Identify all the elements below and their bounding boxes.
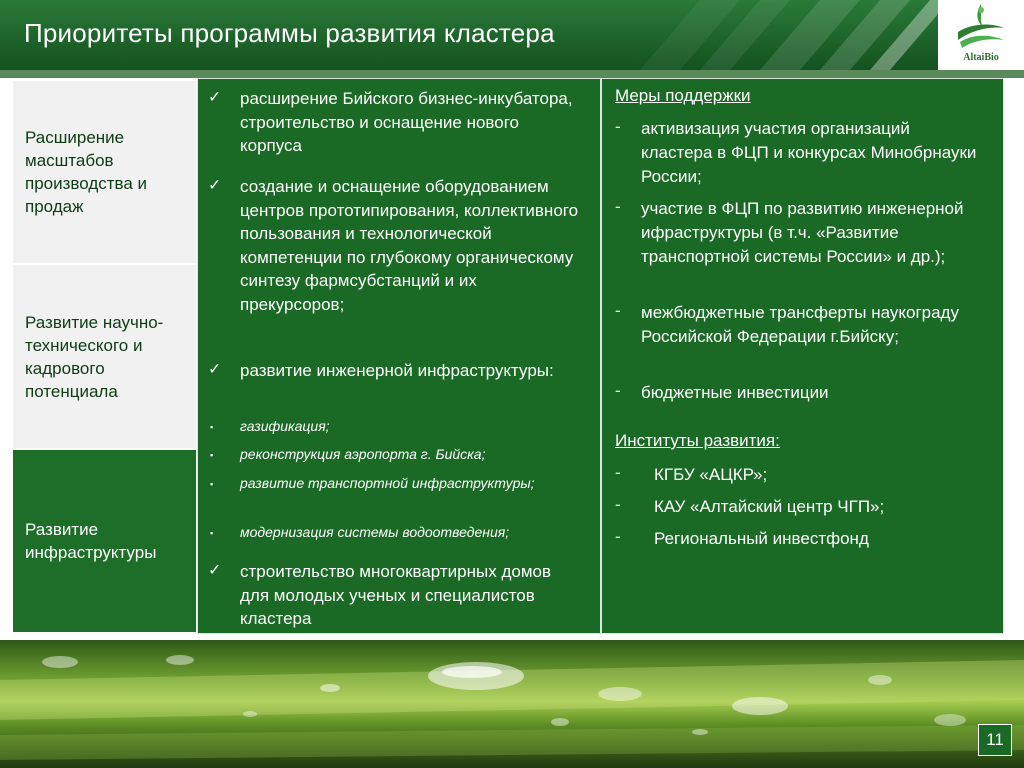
priority-area-label: Развитие научно-технического и кадрового потенциала (25, 312, 164, 401)
measure-text: расширение Бийского бизнес-инкубатора, строительство и оснащение нового корпуса (240, 89, 573, 155)
altaibio-logo (938, 0, 1024, 70)
support-measures-heading: Меры поддержки (615, 86, 751, 105)
header-divider-band (0, 70, 1024, 78)
grass-dew-banner-image (0, 640, 1024, 768)
dew-drops-decoration (0, 640, 1024, 768)
dash-bullet: - (615, 381, 621, 400)
support-item-text: межбюджетные трансферты наукограду Российской Федерации г.Бийску; (641, 303, 959, 346)
sub-measure-text: газификация; (240, 418, 330, 434)
support-item-text: участие в ФЦП по развитию инженерной ифраструктуры (в т.ч. «Развитие транспортной системы России» и др.); (641, 199, 964, 266)
priority-area-cell (13, 81, 196, 263)
measure-text: создание и оснащение оборудованием центров прототипирования, коллективного пользования и технологической компетенции по глубокому органическому синтезу фармсубстанций и их прекурсоров; (240, 177, 579, 314)
dash-bullet: - (615, 527, 621, 546)
square-bullet-icon: ▪ (210, 422, 214, 432)
checkmark-icon: ✓ (208, 562, 222, 579)
square-bullet-icon: ▪ (210, 528, 214, 538)
checkmark-icon: ✓ (208, 177, 222, 194)
checkmark-icon: ✓ (208, 361, 222, 378)
logo-wordmark: AltaiBio (963, 52, 999, 63)
priority-area-label: Развитие инфраструктуры (25, 520, 157, 562)
checkmark-icon: ✓ (208, 89, 222, 106)
page-number: 11 (978, 724, 1012, 756)
sub-measure-text: развитие транспортной инфраструктуры; (240, 475, 535, 491)
institute-item-text: КГБУ «АЦКР»; (654, 465, 768, 484)
measures-column (197, 78, 601, 634)
support-item-text: активизация участия организаций кластера в ФЦП и конкурсах Минобрнауки России; (641, 119, 977, 186)
square-bullet-icon: ▪ (210, 479, 214, 489)
leaf-logo-icon (946, 2, 1016, 52)
dash-bullet: - (615, 463, 621, 482)
institute-item-text: КАУ «Алтайский центр ЧГП»; (654, 497, 885, 516)
square-bullet-icon: ▪ (210, 450, 214, 460)
sub-measure-text: реконструкция аэропорта г. Бийска; (240, 446, 486, 462)
development-institutes-heading: Институты развития: (615, 431, 780, 450)
priority-area-label: Расширение масштабов производства и продаж (25, 128, 148, 216)
support-column (601, 78, 1004, 634)
dash-bullet: - (615, 117, 621, 136)
institute-item-text: Региональный инвестфонд (654, 529, 869, 548)
priority-areas-column (10, 78, 198, 634)
dash-bullet: - (615, 301, 621, 320)
dash-bullet: - (615, 197, 621, 216)
sub-measure-text: модернизация системы водоотведения; (240, 524, 510, 540)
dash-bullet: - (615, 495, 621, 514)
priority-area-cell (13, 450, 196, 632)
priority-area-cell (13, 265, 196, 448)
measure-text: строительство многоквартирных домов для молодых ученых и специалистов кластера (240, 562, 551, 628)
slide-header (0, 0, 1024, 70)
support-item-text: бюджетные инвестиции (641, 383, 829, 402)
slide-title: Приоритеты программы развития кластера (24, 18, 555, 48)
measure-text: развитие инженерной инфраструктуры: (240, 361, 554, 380)
priorities-table (10, 78, 1004, 634)
